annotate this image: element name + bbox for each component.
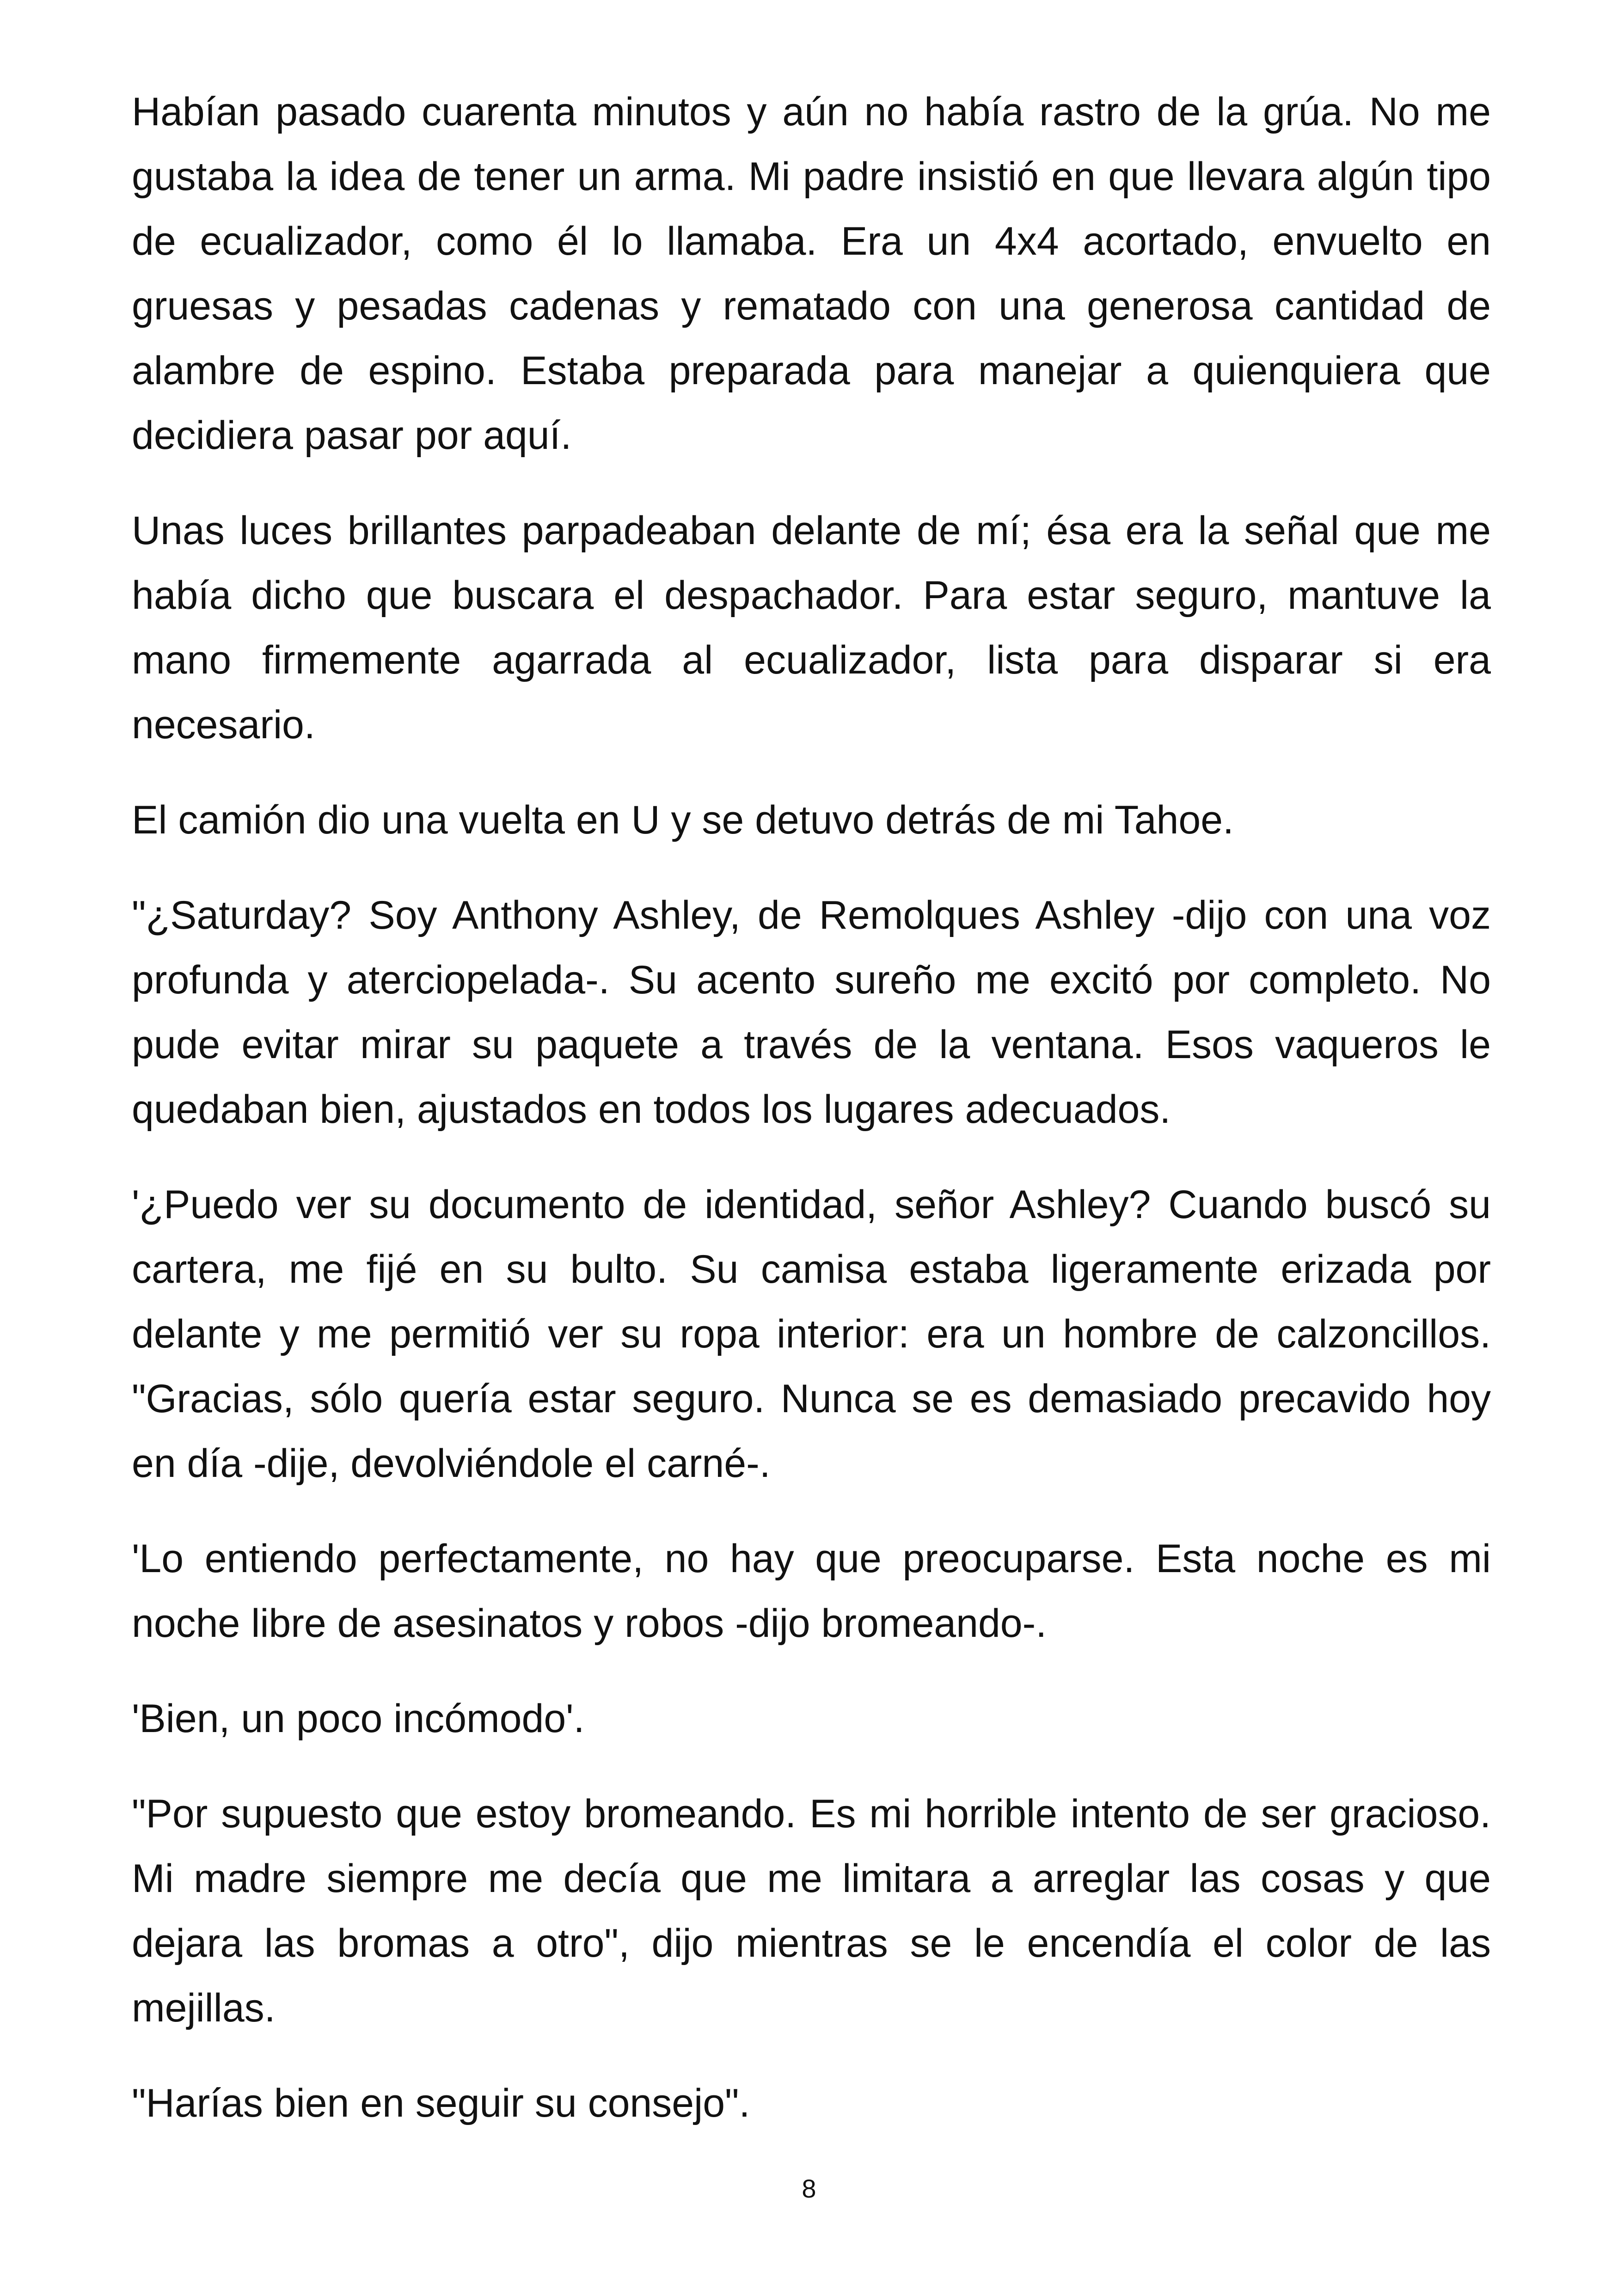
paragraph: 'Lo entiendo perfectamente, no hay que preocuparse. Esta noche es mi noche libre de asesinatos y robos -dijo bromeando-. [132,1537,1491,1646]
body-text [132,80,1491,2166]
paragraph: Unas luces brillantes parpadeaban delante de mí; ésa era la señal que me había dicho que buscara el despachador. Para estar seguro, mantuve la mano firmemente agarrada al ecualizador, lista para disparar si era necesario. [132,508,1491,747]
paragraph: "Harías bien en seguir su consejo". [132,2081,750,2125]
paragraph: "Por supuesto que estoy bromeando. Es mi horrible intento de ser gracioso. Mi madre siempre me decía que me limitara a arreglar las cosas y que dejara las bromas a otro", dijo mientras se le encendía el color de las mejillas. [132,1792,1491,2030]
paragraph: Habían pasado cuarenta minutos y aún no había rastro de la grúa. No me gustaba la idea de tener un arma. Mi padre insistió en que llevara algún tipo de ecualizador, como él lo llamaba. Era un 4x4 acortado, envuelto en gruesas y pesadas cadenas y rematado con una generosa cantidad de alambre de espino. Estaba preparada para manejar a quienquiera que decidiera pasar por aquí. [132,90,1491,458]
paragraph: '¿Puedo ver su documento de identidad, señor Ashley? Cuando buscó su cartera, me fijé en su bulto. Su camisa estaba ligeramente erizada por delante y me permitió ver su ropa interior: era un hombre de calzoncillos. "Gracias, sólo quería estar seguro. Nunca se es demasiado precavido hoy en día -dije, devolviéndole el carné-. [132,1182,1491,1486]
paragraph: "¿Saturday? Soy Anthony Ashley, de Remolques Ashley -dijo con una voz profunda y aterciopelada-. Su acento sureño me excitó por completo. No pude evitar mirar su paquete a través de la ventana. Esos vaqueros le quedaban bien, ajustados en todos los lugares adecuados. [132,893,1491,1132]
paragraph: El camión dio una vuelta en U y se detuvo detrás de mi Tahoe. [132,798,1234,842]
page-number: 8 [802,2174,816,2203]
paragraph: 'Bien, un poco incómodo'. [132,1696,585,1741]
